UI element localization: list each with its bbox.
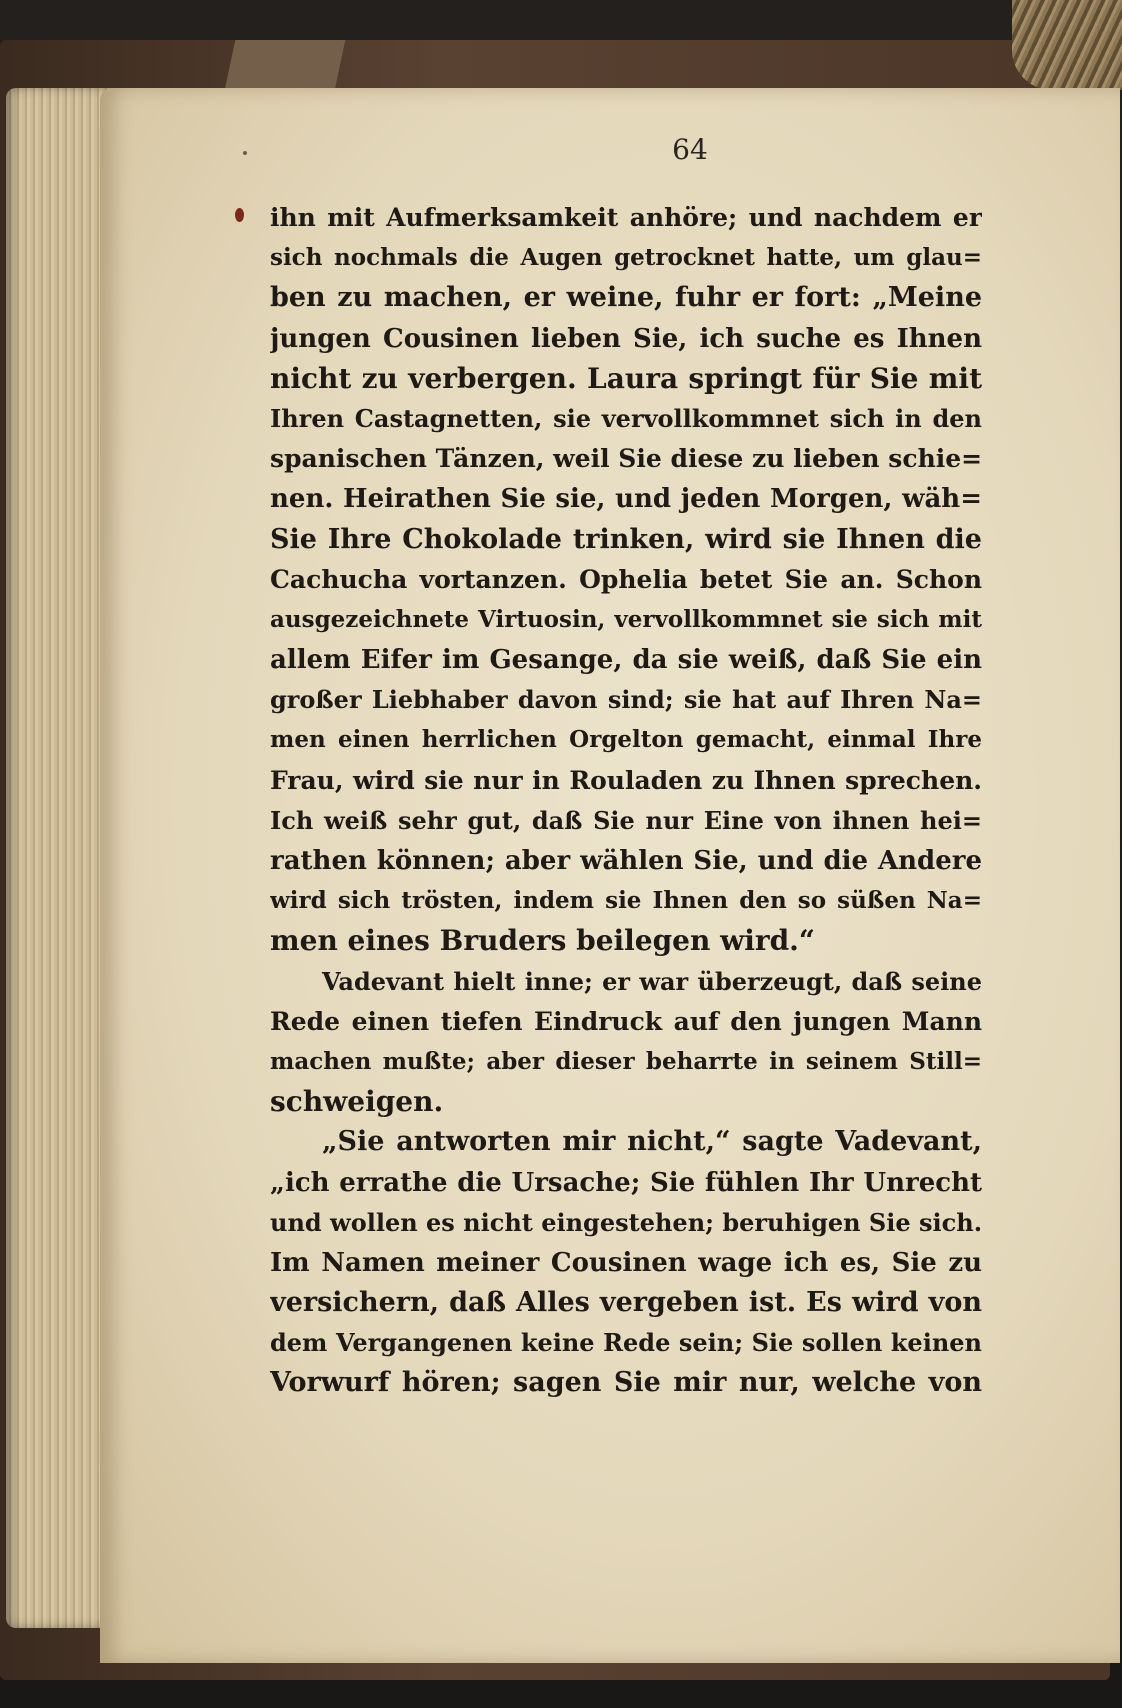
text-line: Cachucha vortanzen. Ophelia betet Sie an. Schon <box>270 564 982 594</box>
text-line: nen. Heirathen Sie sie, und jeden Morgen, wäh= <box>270 484 982 515</box>
text-line: Vadevant hielt inne; er war überzeugt, daß seine <box>322 966 982 996</box>
ink-mark <box>235 208 244 222</box>
text-line: Frau, wird sie nur in Rouladen zu Ihnen sprechen. <box>270 765 982 795</box>
page-number: 64 <box>672 133 708 166</box>
text-line: ausgezeichnete Virtuosin, vervollkommnet sie sich mit <box>270 605 982 633</box>
text-line: „ich errathe die Ursache; Sie fühlen Ihr Unrecht <box>270 1167 982 1198</box>
text-line: allem Eifer im Gesange, da sie weiß, daß Sie ein <box>270 645 982 676</box>
text-line: Ich weiß sehr gut, daß Sie nur Eine von ihnen hei= <box>270 805 982 835</box>
text-line: Ihren Castagnetten, sie vervollkommnet sich in den <box>270 403 982 433</box>
text-line: machen mußte; aber dieser beharrte in seinem Still= <box>270 1047 982 1075</box>
text-line: großer Liebhaber davon sind; sie hat auf Ihren Na= <box>270 685 982 715</box>
text-line: jungen Cousinen lieben Sie, ich suche es Ihnen <box>270 323 982 354</box>
book-page <box>100 88 1120 1663</box>
text-line: dem Vergangenen keine Rede sein; Sie sollen keinen <box>270 1328 982 1358</box>
text-line: und wollen es nicht eingestehen; beruhigen Sie sich. <box>270 1207 982 1237</box>
text-line: wird sich trösten, indem sie Ihnen den so süßen Na= <box>270 887 982 915</box>
cover-tab <box>225 40 346 90</box>
text-line: Im Namen meiner Cousinen wage ich es, Sie zu <box>270 1247 982 1278</box>
text-line: versichern, daß Alles vergeben ist. Es wird von <box>270 1287 982 1319</box>
text-line: schweigen. <box>270 1085 444 1119</box>
text-line: ben zu machen, er weine, fuhr er fort: „Meine <box>270 282 982 314</box>
text-line: Vorwurf hören; sagen Sie mir nur, welche von <box>270 1367 982 1399</box>
text-line: Rede einen tiefen Eindruck auf den jungen Mann <box>270 1006 982 1036</box>
text-line: men einen herrlichen Orgelton gemacht, einmal Ihre <box>270 726 982 754</box>
text-line: ihn mit Aufmerksamkeit anhöre; und nachdem er <box>270 203 982 232</box>
paper-speck <box>243 151 247 155</box>
text-line: spanischen Tänzen, weil Sie diese zu lieben schie= <box>270 444 982 474</box>
text-line: nicht zu verbergen. Laura springt für Sie mit <box>270 361 982 395</box>
body-text <box>270 198 982 1404</box>
text-line: men eines Bruders beilegen wird.“ <box>270 924 816 958</box>
text-line: sich nochmals die Augen getrocknet hatte, um glau= <box>270 244 982 272</box>
text-line: Sie Ihre Chokolade trinken, wird sie Ihnen die <box>270 523 982 555</box>
bookmark-fringe <box>1012 0 1122 90</box>
text-line: „Sie antworten mir nicht,“ sagte Vadevant, <box>322 1126 982 1158</box>
text-line: rathen können; aber wählen Sie, und die Andere <box>270 846 982 876</box>
